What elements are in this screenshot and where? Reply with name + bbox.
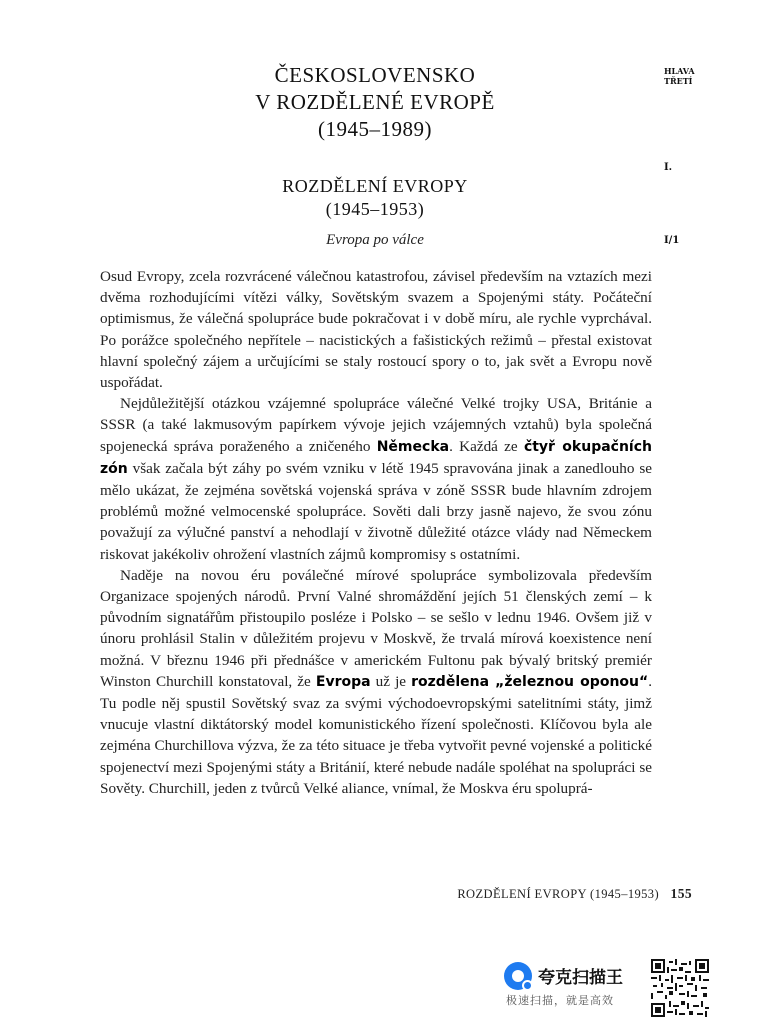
section-title-line: ROZDĚLENÍ EVROPY (282, 176, 468, 196)
subsection-title: Evropa po válce (326, 232, 424, 248)
bold-term: čtyř okupačních zón (100, 438, 652, 477)
chapter-margin-label (664, 66, 695, 86)
subsection-margin-label: I/1 (664, 235, 680, 246)
quark-logo-icon (504, 962, 532, 990)
chapter-title-line: (1945–1989) (318, 117, 432, 141)
bold-term: Německa (376, 438, 450, 455)
page-footer (380, 886, 692, 902)
section-title-line: (1945–1953) (325, 199, 425, 219)
watermark-app-name: 夸克扫描王 (538, 968, 623, 988)
text-run: však začala být záhy po svém vzniku v létě 1945 spravována jinak a zanedlouho se mělo ukázat, že zejména sovětská vojenská správa v zóně SSSR bude hlavním zdrojem problémů možné velmocenské spolupráce. Sověti dali brzy jasně najevo, že svou zónu považují za výlučné panství a nehodlají v životně důležité otázce vlády nad Německem riskovat jakékoliv ohrožení vlastních zájmů kompromisy s ostatními. (100, 459, 652, 563)
text-run: Nejdůležitější otázkou vzájemné spolupráce válečné Velké trojky USA, Británie a SSSR (a také lakmusovým papírkem vývoje jejich vzájemných vztahů) byla společná spojenecká správa poraženého a zničeného (100, 395, 652, 455)
text-run: Osud Evropy, zcela rozvrácené válečnou katastrofou, závisel především na vztazích mezi dvěma rozhodujícími vítězi války, Sovětským svazem a Spojenými státy. Počáteční optimismus, že válečná spolupráce bude pokračovat i v době míru, ale rychle vyprchával. Po porážce společného nepřítele – nacistických a fašistických režimů – přestal existovat hlavní společný zájem a určujícími se staly rostoucí spory o to, jak svět a Evropu nově uspořádat. (100, 268, 652, 392)
chapter-title-line: V ROZDĚLENÉ EVROPĚ (255, 90, 495, 114)
running-title: ROZDĚLENÍ EVROPY (1945–1953) (457, 887, 660, 901)
page-number: 155 (670, 886, 692, 901)
paragraph (100, 266, 652, 393)
chapter-margin-line: TŘETÍ (664, 76, 693, 86)
section-margin-label: I. (664, 162, 673, 173)
text-run: Naděje na novou éru poválečné mírové spolupráce symbolizovala především Organizace spojených národů. První Valné shromáždění jejích 51 členských zemí – k původním signatářům přistoupilo posléze i Polsko – se sešlo v lednu 1946. Ovšem již v únoru prohlásil Stalin v důležitém projevu v Moskvě, že trvalá mírová koexistence není možná. V březnu 1946 při přednášce v americkém Fultonu pak bývalý britský premiér Winston Churchill konstatoval, že (100, 566, 652, 690)
qr-code-icon (651, 959, 709, 1017)
text-run: už je (370, 672, 412, 690)
body-text (100, 266, 652, 799)
paragraph (100, 565, 652, 799)
chapter-title-line: ČESKOSLOVENSKO (274, 63, 476, 87)
chapter-margin-line: HLAVA (664, 66, 695, 76)
text-run: . Každá ze (449, 437, 524, 455)
scanner-watermark (504, 958, 654, 1008)
bold-term: Evropa (315, 673, 371, 690)
chapter-title (150, 62, 600, 143)
bold-term: rozdělena „železnou oponou“ (411, 673, 649, 690)
text-run: . Tu podle něj spustil Sovětský svaz za svými východoevropskými satelitními státy, jimž vnucuje vlastní diktátorský model komunistického řízení společnosti. Klíčovou byla ale zejména Churchillova výzva, že za této situace je třeba vytvořit pevné vojenské a politické spojenectví mezi Spojenými státy a Británií, které nebude nadále spoléhat na spolupráci se Sověty. Churchill, jeden z tvůrců Velké aliance, vnímal, že Moskva éru spoluprá- (100, 672, 652, 797)
section-title (200, 175, 550, 221)
watermark-slogan: 极速扫描，就是高效 (506, 994, 614, 1007)
paragraph (100, 393, 652, 565)
